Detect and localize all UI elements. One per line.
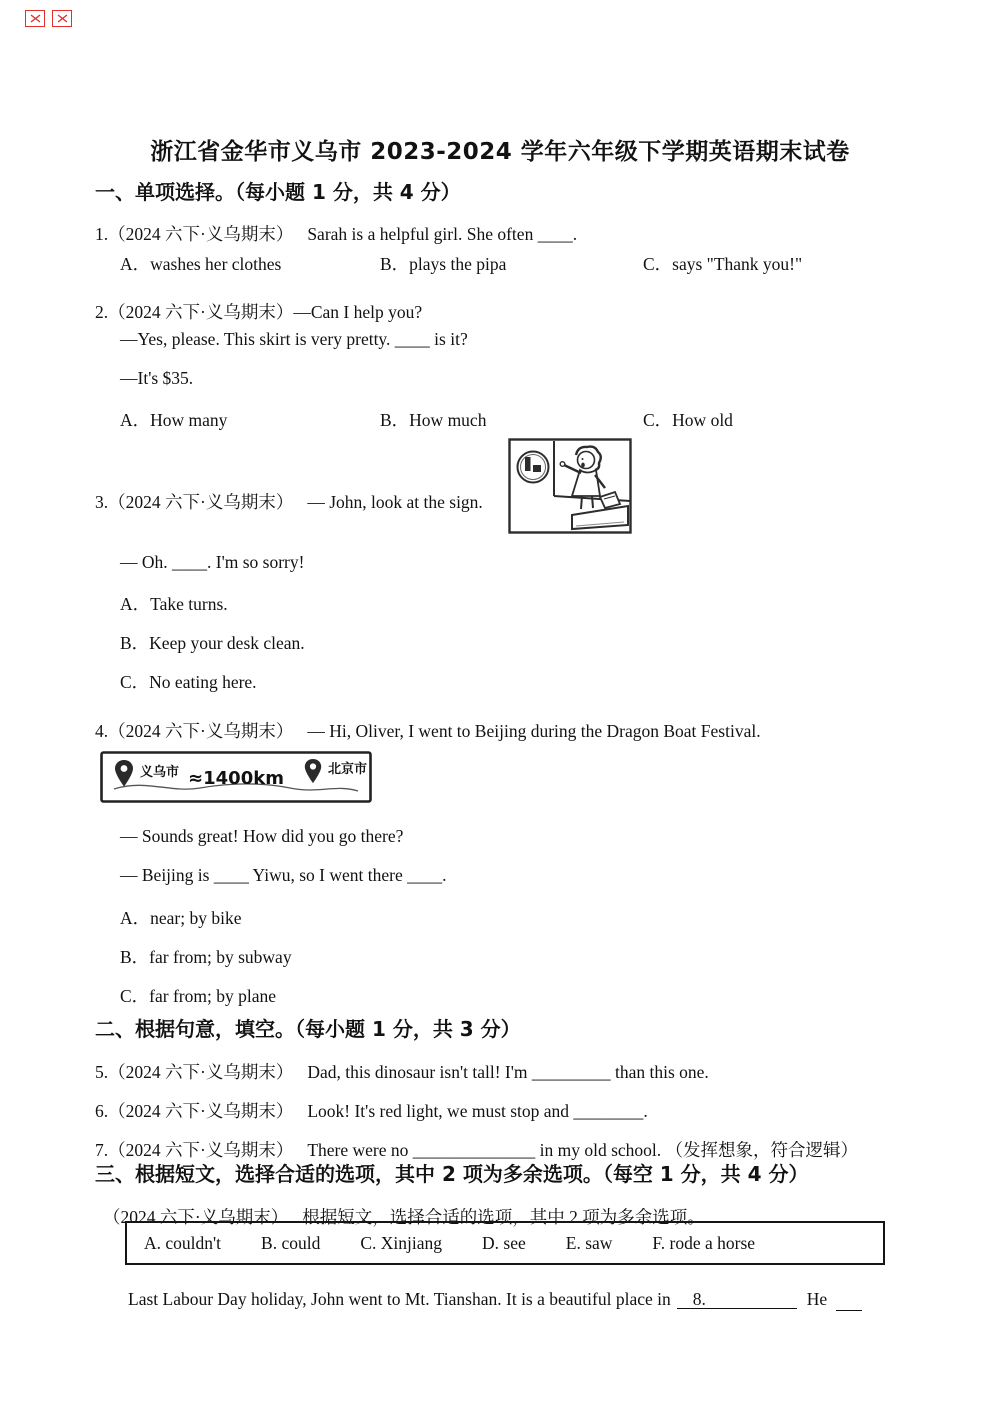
question-1-stem bbox=[95, 221, 577, 246]
q3-line-2: — Oh. ____. I'm so sorry! bbox=[120, 552, 305, 572]
section-3-intro-tag: （2024 六下·义乌期末） bbox=[103, 1206, 289, 1227]
question-6-stem bbox=[95, 1098, 648, 1123]
section-2-heading: 二、根据句意，填空。（每小题 1 分，共 3 分） bbox=[95, 1017, 521, 1041]
q1-option-a: A．washes her clothes bbox=[120, 254, 282, 274]
broken-image-row bbox=[25, 10, 79, 28]
blank-8: 8. bbox=[677, 1290, 797, 1309]
word-bank-item: F. rode a horse bbox=[652, 1232, 756, 1253]
blank-9-start bbox=[836, 1289, 862, 1311]
q3-option-b: B．Keep your desk clean. bbox=[120, 633, 305, 653]
question-3-tag: 3.（2024 六下·义乌期末） bbox=[95, 491, 294, 512]
page-title: 浙江省金华市义乌市 2023-2024 学年六年级下学期英语期末试卷 bbox=[150, 139, 850, 165]
distance-banner-illustration bbox=[100, 751, 372, 808]
section-3-intro-text: 根据短文，选择合适的选项，其中 2 项为多余选项。 bbox=[302, 1206, 705, 1227]
passage-text-he: He bbox=[806, 1288, 828, 1309]
question-5-text: Dad, this dinosaur isn't tall! I'm _________ than this one. bbox=[307, 1061, 709, 1082]
question-7-tag: 7.（2024 六下·义乌期末） bbox=[95, 1139, 294, 1160]
banner-left-label: 义乌市 bbox=[140, 765, 180, 780]
banner-distance-label: ≈1400km bbox=[188, 768, 284, 789]
passage-line-1 bbox=[128, 1289, 862, 1311]
q3-option-a: A．Take turns. bbox=[120, 594, 228, 614]
question-4-text: — Hi, Oliver, I went to Beijing during the Dragon Boat Festival. bbox=[307, 720, 761, 741]
question-1-tag: 1.（2024 六下·义乌期末） bbox=[95, 223, 294, 244]
question-3-text: — John, look at the sign. bbox=[307, 491, 483, 512]
question-5-tag: 5.（2024 六下·义乌期末） bbox=[95, 1061, 294, 1082]
question-2-tag: 2.（2024 六下·义乌期末） bbox=[95, 301, 294, 322]
q2-line-2: —Yes, please. This skirt is very pretty. ____ is it? bbox=[120, 329, 468, 349]
question-2-stem bbox=[95, 299, 422, 324]
q1-option-b: B．plays the pipa bbox=[380, 254, 507, 274]
question-1-text: Sarah is a helpful girl. She often ____. bbox=[307, 223, 578, 244]
q4-line-2: — Sounds great! How did you go there? bbox=[120, 826, 404, 846]
q2-line-3: —It's $35. bbox=[120, 368, 194, 388]
question-7-text: There were no ______________ in my old school. （发挥想象，符合逻辑） bbox=[307, 1139, 859, 1160]
broken-image-icon bbox=[25, 10, 45, 27]
q4-option-a: A．near; by bike bbox=[120, 908, 242, 928]
question-5-stem bbox=[95, 1059, 709, 1084]
question-4-stem bbox=[95, 718, 761, 743]
section-1-heading: 一、单项选择。（每小题 1 分，共 4 分） bbox=[95, 180, 461, 204]
broken-image-icon bbox=[52, 10, 72, 27]
q3-option-c: C．No eating here. bbox=[120, 672, 257, 692]
word-bank-box bbox=[125, 1221, 885, 1265]
word-bank-item: D. see bbox=[482, 1232, 526, 1253]
q1-option-c: C．says "Thank you!" bbox=[643, 254, 803, 274]
q4-option-b: B．far from; by subway bbox=[120, 947, 292, 967]
q2-option-c: C．How old bbox=[643, 410, 733, 430]
question-4-tag: 4.（2024 六下·义乌期末） bbox=[95, 720, 294, 741]
banner-right-label: 北京市 bbox=[328, 762, 368, 777]
q2-option-a: A．How many bbox=[120, 410, 228, 430]
word-bank-item: C. Xinjiang bbox=[360, 1232, 443, 1253]
word-bank-item: B. could bbox=[261, 1232, 321, 1253]
word-bank-item: A. couldn't bbox=[144, 1232, 222, 1253]
question-6-tag: 6.（2024 六下·义乌期末） bbox=[95, 1100, 294, 1121]
question-2-text: —Can I help you? bbox=[293, 301, 423, 322]
q4-option-c: C．far from; by plane bbox=[120, 986, 276, 1006]
q4-line-3: — Beijing is ____ Yiwu, so I went there ____. bbox=[120, 865, 447, 885]
passage-text-start: Last Labour Day holiday, John went to Mt. Tianshan. It is a beautiful place in bbox=[128, 1288, 671, 1309]
section-3-heading: 三、根据短文，选择合适的选项，其中 2 项为多余选项。（每空 1 分，共 4 分） bbox=[95, 1162, 809, 1186]
classroom-sign-illustration bbox=[508, 438, 632, 539]
q2-option-b: B．How much bbox=[380, 410, 487, 430]
question-3-stem bbox=[95, 489, 483, 514]
word-bank-item: E. saw bbox=[565, 1232, 613, 1253]
question-6-text: Look! It's red light, we must stop and ________. bbox=[307, 1100, 648, 1121]
